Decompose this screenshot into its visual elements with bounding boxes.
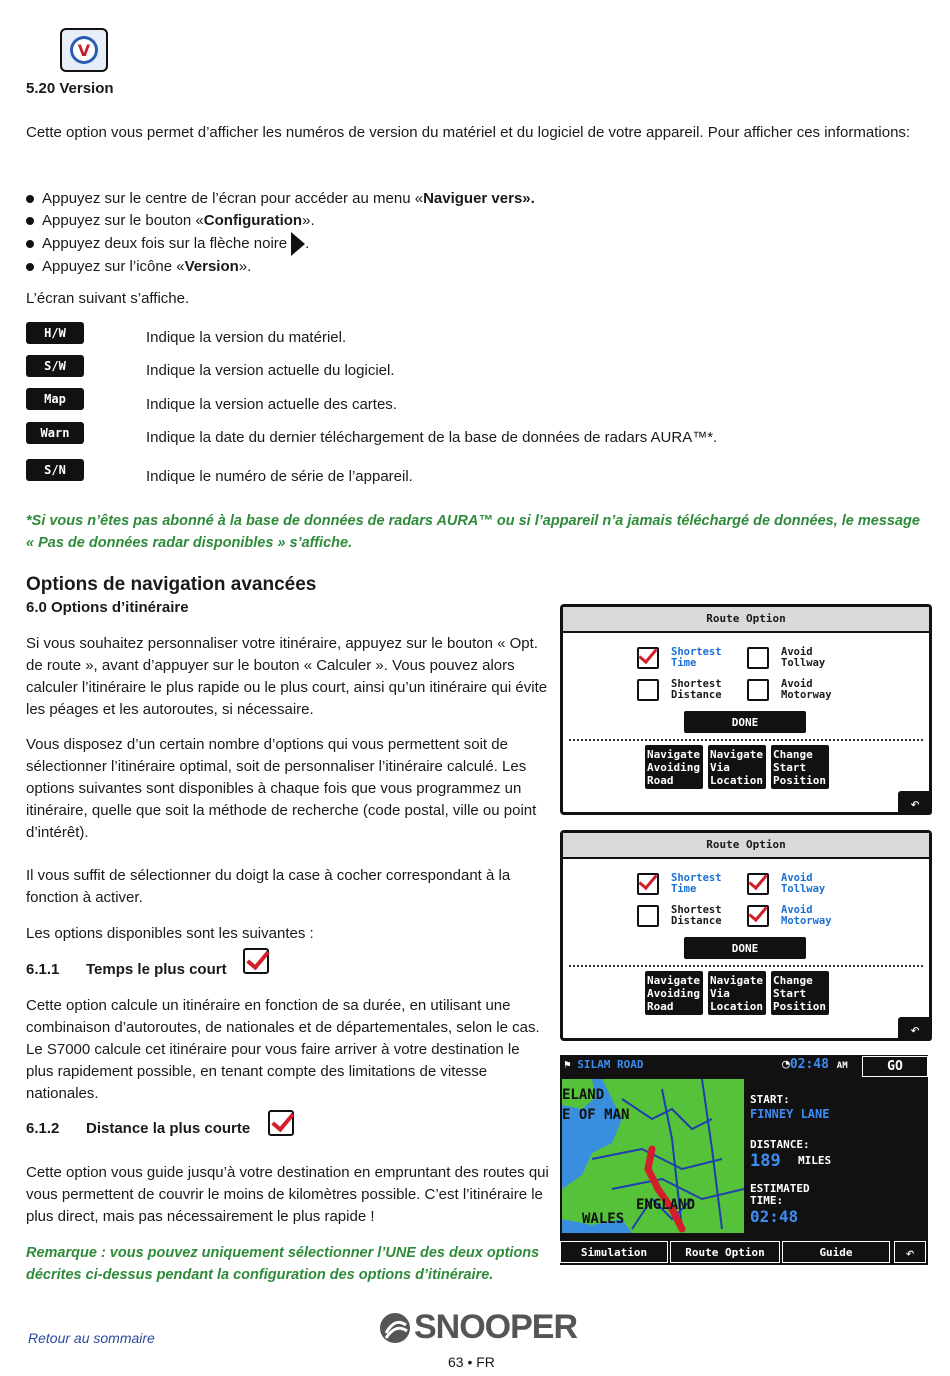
navigate-avoiding-road-button[interactable]: Navigate Avoiding Road xyxy=(645,971,703,1015)
svg-text:V: V xyxy=(77,41,91,60)
s611-number: 6.1.1 xyxy=(26,961,60,978)
change-start-position-button[interactable]: Change Start Position xyxy=(771,745,829,789)
avoid-tollway-option[interactable]: Avoid Tollway xyxy=(747,647,857,669)
estimated-time-label: ESTIMATED TIME: xyxy=(750,1182,810,1207)
back-arrow-icon[interactable]: ↶ xyxy=(898,1017,932,1041)
snooper-logo: SNOOPER xyxy=(378,1308,577,1347)
checkbox-checked[interactable] xyxy=(747,873,769,895)
map-label: ENGLAND xyxy=(636,1197,696,1213)
page-number: 63 • FR xyxy=(448,1354,495,1370)
paragraph-3: Il vous suffit de sélectionner du doigt la case à cocher correspondant à la fonction à activer. xyxy=(26,867,511,906)
navigate-via-location-button[interactable]: Navigate Via Location xyxy=(708,971,766,1015)
s612-text: Cette option vous guide jusqu’à votre destination en empruntant des routes qui vous permettent de couvrir le moins de kilomètres possible. C’est l’itinéraire le plus direct, mais pas nécessairement le plus rapide ! xyxy=(26,1164,549,1225)
paragraph-2: Vous disposez d’un certain nombre d’options qui vous permettent soit de sélectionner l’itinéraire optimal, soit de personnaliser l’itinéraire calculé. Les options suivantes sont disponibles à chaque fois que vous programmez un itinéraire, quelle que soit la méthode de recherche (code postal, ville ou point d’intérêt). xyxy=(26,736,537,841)
map-label: WALES xyxy=(582,1211,625,1227)
s612-title: Distance la plus courte xyxy=(86,1120,251,1137)
avoid-motorway-option[interactable]: Avoid Motorway xyxy=(747,679,857,701)
advanced-heading: Options de navigation avancées xyxy=(26,574,317,595)
map-view[interactable] xyxy=(562,1079,744,1233)
shortest-time-option[interactable]: Shortest Time xyxy=(637,647,737,669)
change-start-position-button[interactable]: Change Start Position xyxy=(771,971,829,1015)
checkbox-unchecked[interactable] xyxy=(637,679,659,701)
map-chip: Map xyxy=(26,388,84,410)
done-button[interactable]: DONE xyxy=(684,711,806,733)
paragraph-1: Si vous souhaitez personnaliser votre itinéraire, appuyez sur le bouton « Opt. de route », avant d’appuyer sur le bouton « Calculer ». Vous pouvez alors calculer l’itinéraire le plus rapide ou le plus court, ainsi qu’un itinéraire qui évite les péages et les autoroutes, si nécessaire. xyxy=(26,635,548,718)
distance-value: 189 xyxy=(750,1151,781,1171)
go-button[interactable]: GO xyxy=(862,1056,928,1077)
s612-number: 6.1.2 xyxy=(26,1120,60,1137)
sn-desc: Indique le numéro de série de l’appareil. xyxy=(146,468,413,485)
shortest-time-option[interactable]: Shortest Time xyxy=(637,873,737,895)
screen-follows-text: L’écran suivant s’affiche. xyxy=(26,290,190,307)
route-options-subheading: 6.0 Options d’itinéraire xyxy=(26,599,189,616)
distance-unit: MILES xyxy=(798,1154,832,1167)
list-item: Appuyez sur le bouton « Configuration ». xyxy=(26,210,535,232)
avoid-motorway-option[interactable]: Avoid Motorway xyxy=(747,905,857,927)
start-value: FINNEY LANE xyxy=(750,1107,830,1121)
sw-desc: Indique la version actuelle du logiciel. xyxy=(146,362,395,379)
list-item: Appuyez deux fois sur la flèche noire . xyxy=(26,232,535,256)
clock: ◔02:48 AM xyxy=(782,1057,848,1072)
footnote: *Si vous n’êtes pas abonné à la base de données de radars AURA™ ou si l’appareil n’a jamais téléchargé de données, le message « Pas de données radar disponibles » s’affiche. xyxy=(26,513,920,551)
back-arrow-icon[interactable]: ↶ xyxy=(894,1241,926,1263)
steps-list xyxy=(26,188,535,278)
guide-tab[interactable]: Guide xyxy=(782,1241,890,1263)
shortest-distance-option[interactable]: Shortest Distance xyxy=(637,905,737,927)
version-app-icon xyxy=(60,28,108,72)
hw-chip: H/W xyxy=(26,322,84,344)
checkbox-checked[interactable] xyxy=(637,873,659,895)
section-title: 5.20 Version xyxy=(26,80,114,97)
back-to-contents-link[interactable]: Retour au sommaire xyxy=(28,1330,155,1346)
map-label: E OF MAN xyxy=(562,1107,630,1123)
distance-label: DISTANCE: xyxy=(750,1138,810,1151)
hw-desc: Indique la version du matériel. xyxy=(146,329,347,346)
checkbox-checked-icon xyxy=(243,948,269,974)
checkbox-unchecked[interactable] xyxy=(747,679,769,701)
map-label: ELAND xyxy=(562,1087,605,1103)
route-option-tab[interactable]: Route Option xyxy=(670,1241,780,1263)
shortest-distance-option[interactable]: Shortest Distance xyxy=(637,679,737,701)
back-arrow-icon[interactable]: ↶ xyxy=(898,791,932,815)
s611-text: Cette option calcule un itinéraire en fonction de sa durée, en utilisant une combinaison d’autoroutes, de nationales et de départementales, selon le cas. Le S7000 calcule cet itinéraire pour vous faire arriver à votre destination le plus rapidement possible, en tenant compte des limitations de vitesse nationales. xyxy=(26,997,540,1102)
warn-chip: Warn xyxy=(26,422,84,444)
done-button[interactable]: DONE xyxy=(684,937,806,959)
checkbox-checked[interactable] xyxy=(637,647,659,669)
remark: Remarque : vous pouvez uniquement sélectionner l’UNE des deux options décrites ci-dessus pendant la configuration des options d’itinéraire. xyxy=(26,1245,540,1283)
snooper-swirl-icon xyxy=(378,1311,412,1345)
checkbox-unchecked[interactable] xyxy=(637,905,659,927)
simulation-tab[interactable]: Simulation xyxy=(560,1241,668,1263)
estimated-time-value: 02:48 xyxy=(750,1207,799,1226)
navigate-via-location-button[interactable]: Navigate Via Location xyxy=(708,745,766,789)
start-label: START: xyxy=(750,1093,790,1106)
screen-title: Route Option xyxy=(563,833,929,859)
route-option-screen-1 xyxy=(560,604,932,815)
avoid-tollway-option[interactable]: Avoid Tollway xyxy=(747,873,857,895)
sw-chip: S/W xyxy=(26,355,84,377)
list-item: Appuyez sur l’icône « Version ». xyxy=(26,256,535,278)
checkbox-unchecked[interactable] xyxy=(747,647,769,669)
map-route-screen xyxy=(560,1055,928,1265)
screen-title: Route Option xyxy=(563,607,929,633)
sn-chip: S/N xyxy=(26,459,84,481)
black-arrow-icon xyxy=(291,232,305,256)
s611-title: Temps le plus court xyxy=(86,961,227,978)
list-item: Appuyez sur le centre de l’écran pour accéder au menu « Naviguer vers ». xyxy=(26,188,535,210)
route-option-screen-2 xyxy=(560,830,932,1041)
checkbox-checked[interactable] xyxy=(747,905,769,927)
clock-icon: ◔ xyxy=(782,1057,790,1072)
navigate-avoiding-road-button[interactable]: Navigate Avoiding Road xyxy=(645,745,703,789)
map-desc: Indique la version actuelle des cartes. xyxy=(146,396,397,413)
intro-text: Cette option vous permet d’afficher les numéros de version du matériel et du logiciel de votre appareil. Pour afficher ces informations: xyxy=(26,124,911,141)
flag-icon: ⚑ xyxy=(564,1058,571,1071)
road-name: SILAM ROAD xyxy=(577,1058,644,1071)
checkbox-checked-icon xyxy=(268,1110,294,1136)
warn-desc: Indique la date du dernier téléchargement de la base de données de radars AURA™*. xyxy=(146,429,718,446)
paragraph-4: Les options disponibles sont les suivantes : xyxy=(26,925,314,942)
